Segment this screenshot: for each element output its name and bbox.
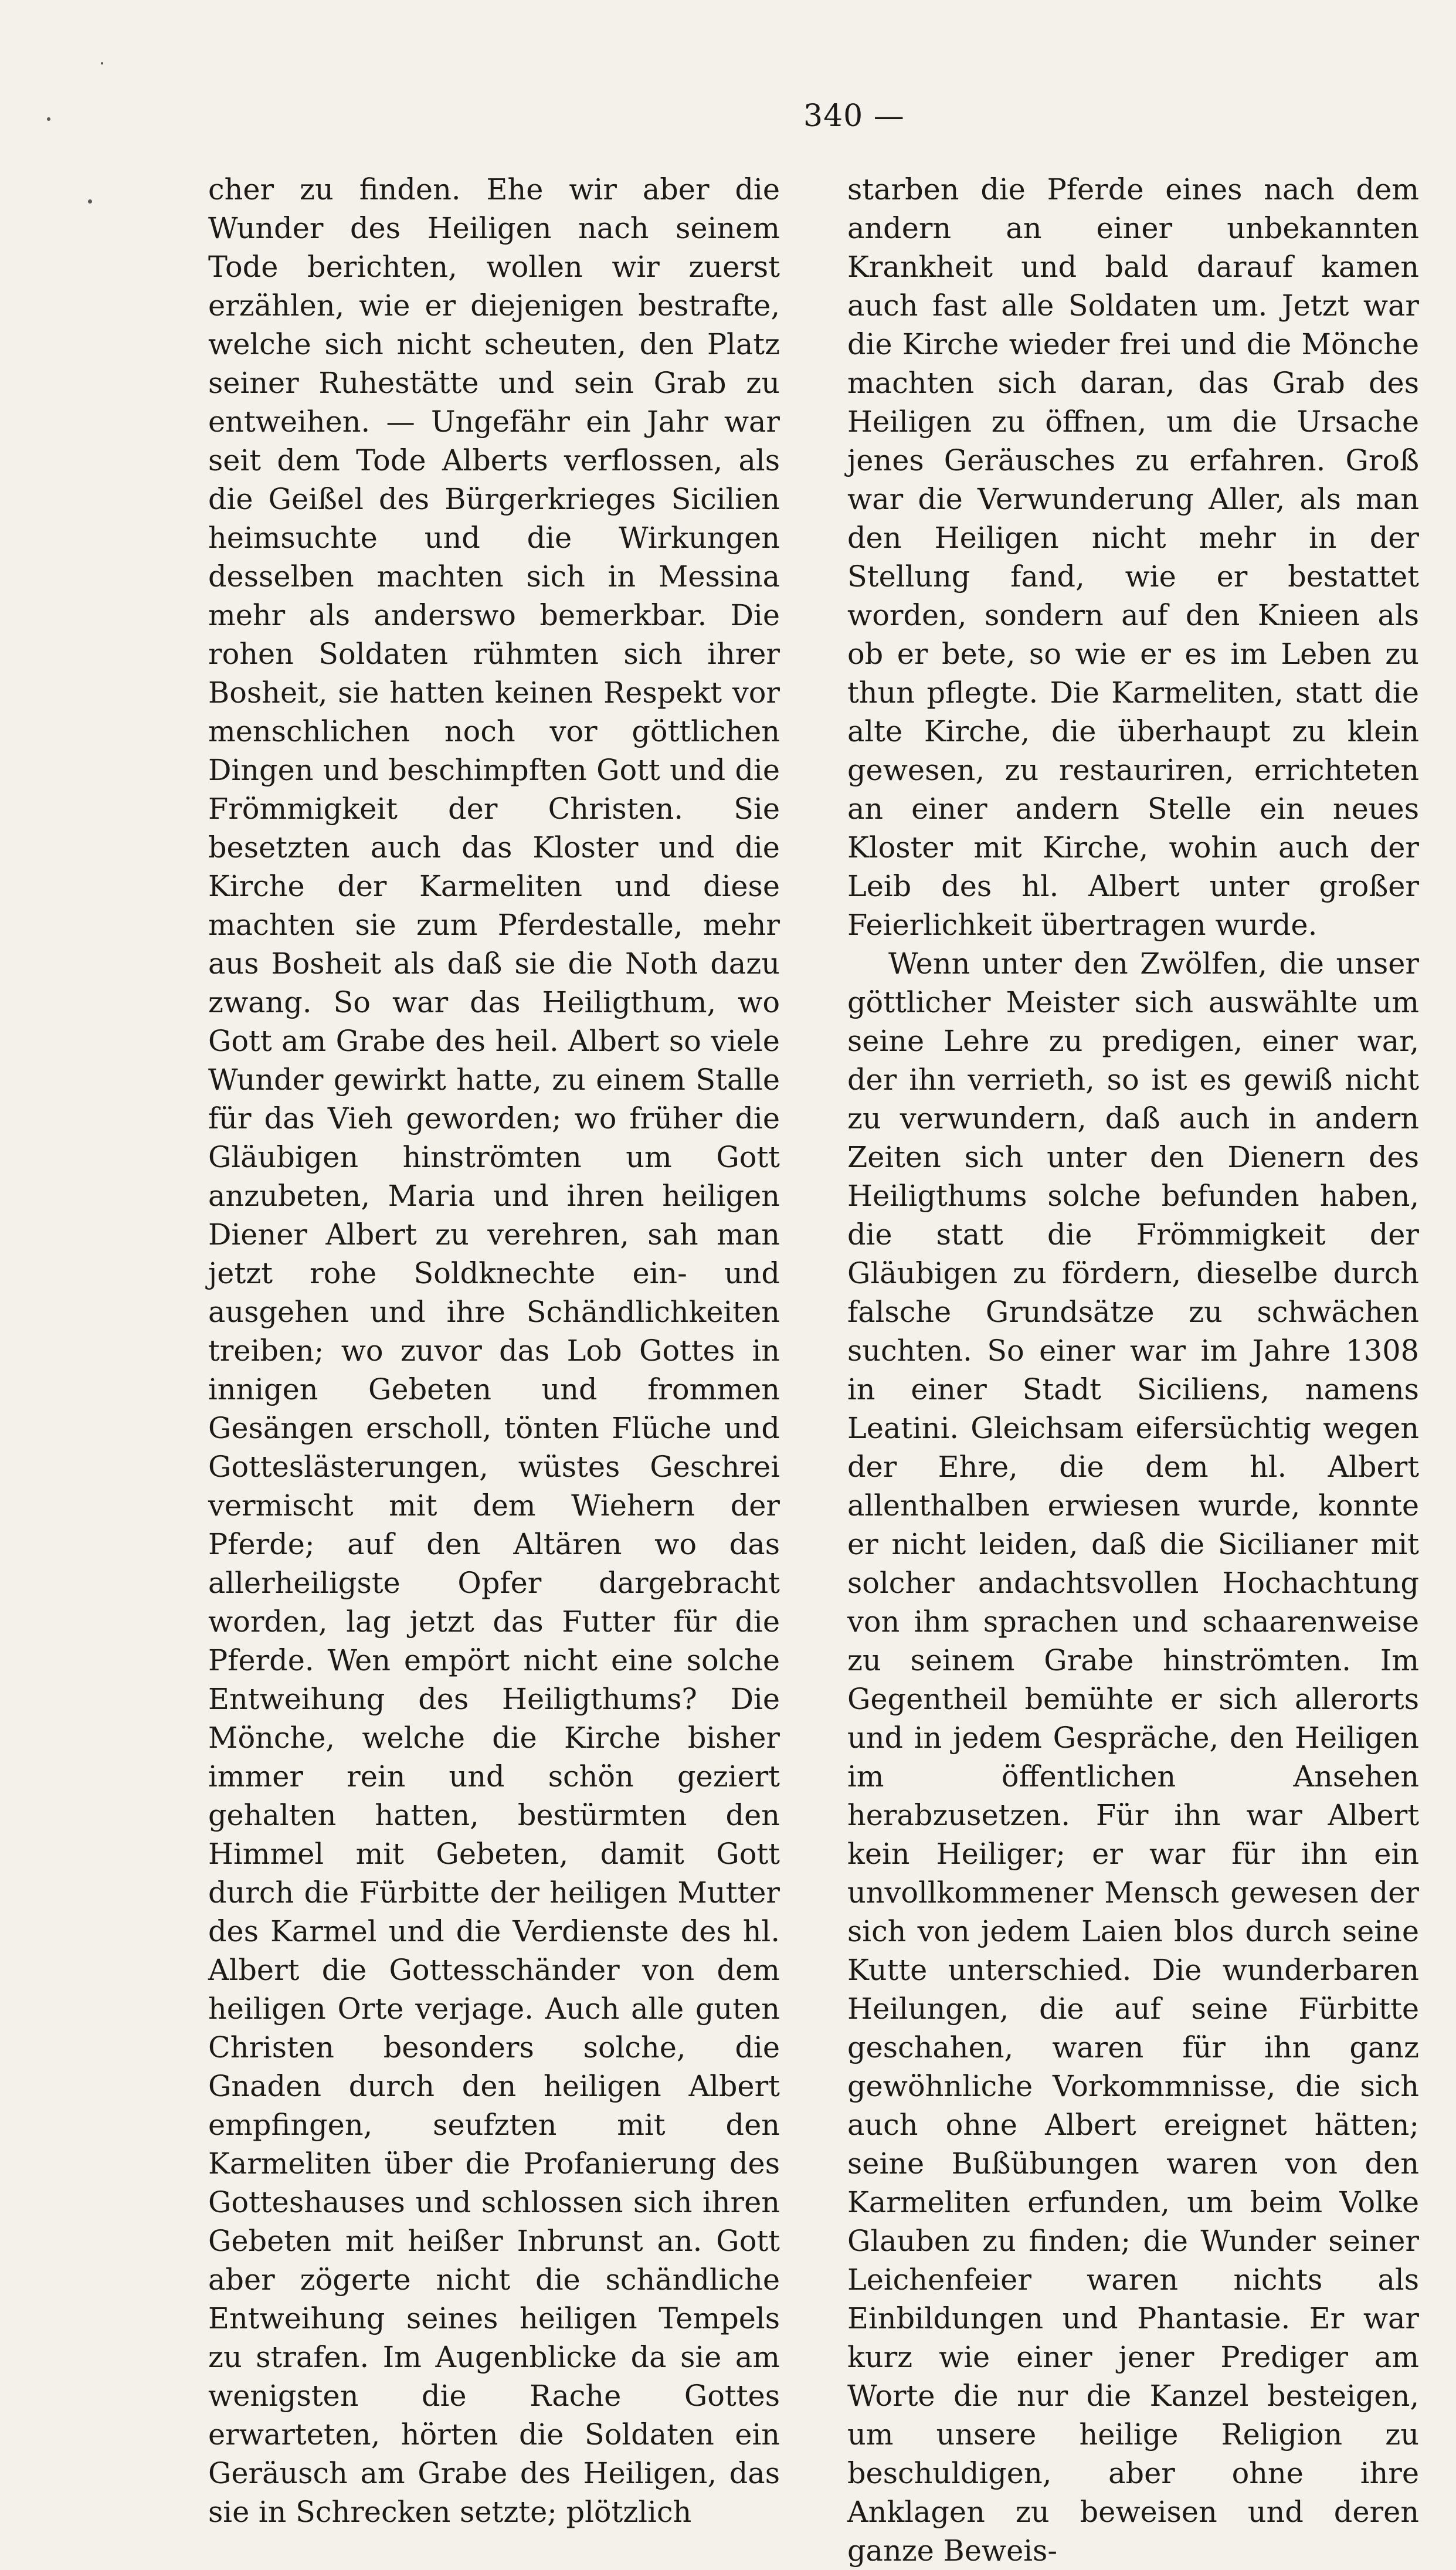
paragraph: cher zu finden. Ehe wir aber die Wunder des Heiligen nach seinem Tode berichten, wollen wir zuerst erzählen, wie er diejenigen bestrafte, welche sich nicht scheuten, den Platz seiner Ruhestätte und sein Grab zu entweihen. — Ungefähr ein Jahr war seit dem Tode Alberts verflossen, als die Geißel des Bürgerkrieges Sicilien heimsuchte und die Wirkungen desselben machten sich in Messina mehr als anderswo bemerkbar. Die rohen Soldaten rühmten sich ihrer Bosheit, sie hatten keinen Respekt vor menschlichen noch vor göttlichen Dingen und beschimpften Gott und die Frömmigkeit der Christen. Sie besetzten auch das Kloster und die Kirche der Karmeliten und diese machten sie zum Pferdestalle, mehr aus Bosheit als daß sie die Noth dazu zwang. So war das Heiligthum, wo Gott am Grabe des heil. Albert so viele Wunder gewirkt hatte, zu einem Stalle für das Vieh geworden; wo früher die Gläubigen hinströmten um Gott anzubeten, Maria und ihren heiligen Diener Albert zu verehren, sah man jetzt rohe Soldknechte ein- und ausgehen und ihre Schändlichkeiten treiben; wo zuvor das Lob Gottes in innigen Gebeten und frommen Gesängen erscholl, tönten Flüche und Gotteslästerungen, wüstes Geschrei vermischt mit dem Wiehern der Pferde; auf den Altären wo das allerheiligste Opfer dargebracht worden, lag jetzt das Futter für die Pferde. Wen empört nicht eine solche Entweihung des Heiligthums? Die Mönche, welche die Kirche bisher immer rein und schön geziert gehalten hatten, bestürmten den Himmel mit Gebeten, damit Gott durch die Fürbitte der heiligen Mutter des Karmel und die Verdienste des hl. Albert die Gottesschänder von dem heiligen Orte verjage. Auch alle guten Christen besonders solche, die Gnaden durch den heiligen Albert empfingen, seufzten mit den Karmeliten über die Profanierung des Gotteshauses und schlossen sich ihren Gebeten mit heißer Inbrunst an. Gott aber zögerte nicht die schändliche Entweihung seines heiligen Tempels zu strafen. Im Augenblicke da sie am wenigsten die Rache Gottes erwarteten, hörten die Soldaten ein Geräusch am Grabe des Heiligen, das sie in Schrecken setzte; plötzlich <box>208 172 780 2529</box>
speck <box>101 62 103 65</box>
right-column <box>847 170 1419 2570</box>
left-column <box>208 170 780 2531</box>
speck <box>88 199 92 204</box>
page-number: 340 — <box>803 99 905 134</box>
speck <box>47 117 50 121</box>
paragraph: starben die Pferde eines nach dem andern an einer unbekannten Krankheit und bald darauf kamen auch fast alle Soldaten um. Jetzt war die Kirche wieder frei und die Mönche machten sich daran, das Grab des Heiligen zu öffnen, um die Ursache jenes Geräusches zu erfahren. Groß war die Verwunderung Aller, als man den Heiligen nicht mehr in der Stellung fand, wie er bestattet worden, sondern auf den Knieen als ob er bete, so wie er es im Leben zu thun pflegte. Die Karmeliten, statt die alte Kirche, die überhaupt zu klein gewesen, zu restauriren, errichteten an einer andern Stelle ein neues Kloster mit Kirche, wohin auch der Leib des hl. Albert unter großer Feierlichkeit übertragen wurde. <box>847 172 1419 942</box>
paragraph: Wenn unter den Zwölfen, die unser göttlicher Meister sich auswählte um seine Lehre zu predigen, einer war, der ihn verrieth, so ist es gewiß nicht zu verwundern, daß auch in andern Zeiten sich unter den Dienern des Heiligthums solche befunden haben, die statt die Frömmigkeit der Gläubigen zu fördern, dieselbe durch falsche Grundsätze zu schwächen suchten. So einer war im Jahre 1308 in einer Stadt Siciliens, namens Leatini. Gleichsam eifersüchtig wegen der Ehre, die dem hl. Albert allenthalben erwiesen wurde, konnte er nicht leiden, daß die Sicilianer mit solcher andachtsvollen Hochachtung von ihm sprachen und schaarenweise zu seinem Grabe hinströmten. Im Gegentheil bemühte er sich allerorts und in jedem Gespräche, den Heiligen im öffentlichen Ansehen herabzusetzen. Für ihn war Albert kein Heiliger; er war für ihn ein unvollkommener Mensch gewesen der sich von jedem Laien blos durch seine Kutte unterschied. Die wunderbaren Heilungen, die auf seine Fürbitte geschahen, waren für ihn ganz gewöhnliche Vorkommnisse, die sich auch ohne Albert ereignet hätten; seine Bußübungen waren von den Karmeliten erfunden, um beim Volke Glauben zu finden; die Wunder seiner Leichenfeier waren nichts als Einbildungen und Phantasie. Er war kurz wie einer jener Prediger am Worte die nur die Kanzel besteigen, um unsere heilige Religion zu beschuldigen, aber ohne ihre Anklagen zu beweisen und deren ganze Beweis- <box>847 947 1419 2568</box>
